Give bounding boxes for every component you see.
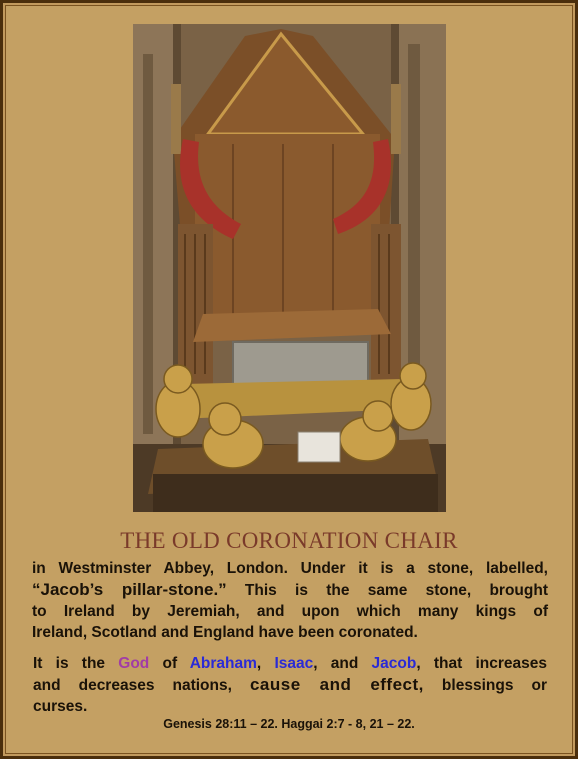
scripture-references: Genesis 28:11 – 22. Haggai 2:7 - 8, 21 – 22. <box>163 717 415 731</box>
description-line-1: in Westminster Abbey, London. Under it is a stone, labelled, <box>32 560 548 577</box>
god-line-2: and decreases nations, cause and effect, blessings or <box>33 675 547 694</box>
god-paragraph <box>33 653 547 717</box>
god-word: God <box>118 655 150 672</box>
abraham-word: Abraham <box>189 655 257 672</box>
description-line-3: to Ireland by Jeremiah, and upon which many kings of <box>32 603 548 620</box>
description-line-4: Ireland, Scotland and England have been coronated. <box>32 624 418 641</box>
isaac-word: Isaac <box>274 655 314 672</box>
page-title: THE OLD CORONATION CHAIR <box>120 528 458 553</box>
jacob-word: Jacob <box>371 655 417 672</box>
coronation-chair-photo <box>133 24 446 512</box>
god-line-1: It is the God of Abraham, Isaac, and Jacob, that increases <box>33 655 547 672</box>
cause-and-effect: cause and effect, <box>249 675 424 694</box>
pillar-stone-quote: “Jacob’s pillar-stone.” <box>32 580 227 599</box>
description-line-2: “Jacob’s pillar-stone.” This is the same stone, brought <box>32 580 548 599</box>
god-line-3: curses. <box>33 698 88 715</box>
description-paragraph <box>32 558 548 643</box>
